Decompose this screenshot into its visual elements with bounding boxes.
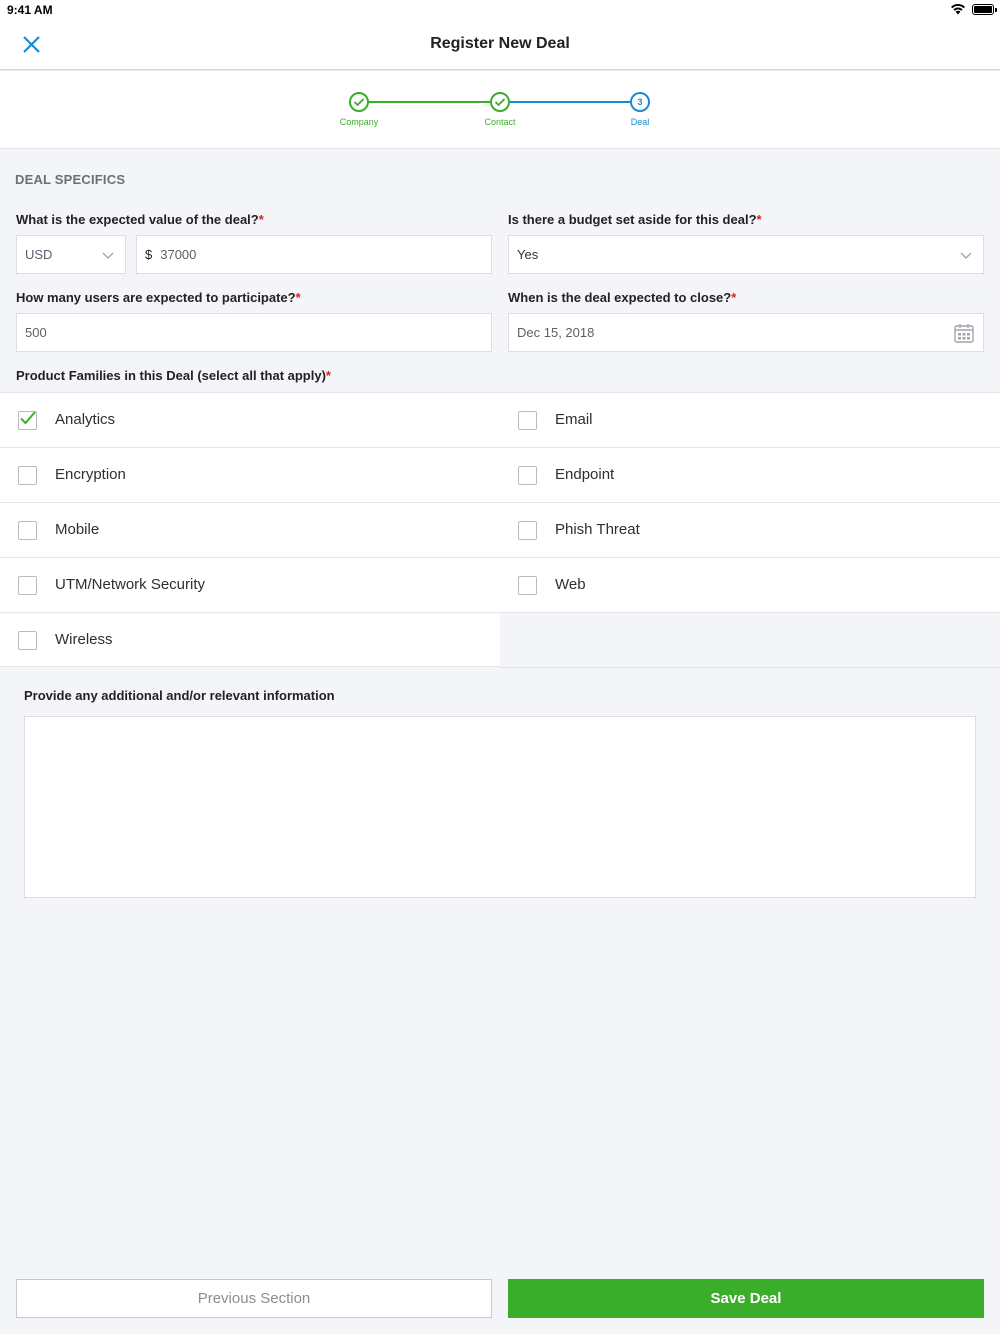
additional-info-textarea[interactable]	[24, 716, 976, 898]
calendar-icon[interactable]	[953, 322, 975, 344]
step-label: Contact	[484, 117, 516, 127]
checkbox-label: Mobile	[55, 521, 100, 538]
deal-amount-value: 37000	[160, 247, 197, 262]
previous-section-button[interactable]: Previous Section	[16, 1279, 492, 1318]
currency-symbol: $	[145, 247, 153, 262]
step-company[interactable]	[299, 92, 419, 127]
product-families-label: Product Families in this Deal (select all that apply)*	[16, 368, 331, 383]
checkbox-label: Encryption	[55, 466, 126, 483]
checkbox-label: Web	[555, 576, 586, 593]
checkbox-unchecked[interactable]	[518, 521, 537, 540]
currency-select[interactable]	[16, 235, 126, 274]
budget-label: Is there a budget set aside for this deal?*	[508, 212, 762, 227]
battery-icon	[972, 4, 994, 15]
checkbox-unchecked[interactable]	[518, 466, 537, 485]
checkbox-email[interactable]	[500, 392, 1000, 447]
checkbox-utm-network-security[interactable]	[0, 557, 500, 612]
close-date-label: When is the deal expected to close?*	[508, 290, 737, 305]
budget-select[interactable]	[508, 235, 984, 274]
checkbox-analytics[interactable]	[0, 392, 500, 447]
status-bar	[0, 0, 1000, 20]
checkbox-unchecked[interactable]	[518, 411, 537, 430]
save-deal-button[interactable]: Save Deal	[508, 1279, 984, 1318]
checkbox-label: Phish Threat	[555, 521, 640, 538]
deal-amount-input[interactable]	[136, 235, 492, 274]
close-date-input[interactable]	[508, 313, 984, 352]
users-input[interactable]	[16, 313, 492, 352]
grid-empty-cell	[500, 612, 1000, 668]
chevron-down-icon	[101, 248, 115, 262]
chevron-down-icon	[959, 248, 973, 262]
additional-info-label: Provide any additional and/or relevant information	[24, 688, 335, 703]
checkmark-icon	[490, 92, 510, 112]
currency-value: USD	[25, 247, 53, 262]
checkbox-checked[interactable]	[18, 411, 37, 430]
step-label: Company	[339, 117, 379, 127]
checkbox-unchecked[interactable]	[18, 576, 37, 595]
checkbox-unchecked[interactable]	[18, 521, 37, 540]
nav-bar	[0, 20, 1000, 70]
checkbox-endpoint[interactable]	[500, 447, 1000, 502]
checkbox-label: UTM/Network Security	[55, 576, 206, 593]
step-label: Deal	[630, 117, 650, 127]
checkmark-icon	[18, 409, 37, 428]
budget-value: Yes	[517, 247, 539, 262]
checkbox-encryption[interactable]	[0, 447, 500, 502]
checkbox-label: Wireless	[55, 631, 113, 648]
checkbox-label: Email	[555, 411, 593, 428]
checkmark-icon	[349, 92, 369, 112]
progress-stepper	[0, 71, 1000, 149]
users-label: How many users are expected to participate?*	[16, 290, 301, 305]
required-marker: *	[325, 368, 331, 383]
checkbox-unchecked[interactable]	[18, 631, 37, 650]
section-heading: DEAL SPECIFICS	[15, 172, 126, 187]
checkbox-mobile[interactable]	[0, 502, 500, 557]
deal-value-label: What is the expected value of the deal?*	[16, 212, 264, 227]
required-marker: *	[258, 212, 264, 227]
close-date-value: Dec 15, 2018	[517, 325, 595, 340]
checkbox-phish-threat[interactable]	[500, 502, 1000, 557]
checkbox-label: Endpoint	[555, 466, 615, 483]
required-marker: *	[295, 290, 301, 305]
step-contact[interactable]	[440, 92, 560, 127]
checkbox-wireless[interactable]	[0, 612, 500, 667]
checkbox-unchecked[interactable]	[518, 576, 537, 595]
step-deal[interactable]	[580, 92, 700, 127]
status-time: 9:41 AM	[7, 3, 53, 17]
page-title: Register New Deal	[430, 35, 570, 52]
checkbox-unchecked[interactable]	[18, 466, 37, 485]
wifi-icon	[950, 3, 966, 15]
checkbox-label: Analytics	[55, 411, 116, 428]
checkbox-web[interactable]	[500, 557, 1000, 612]
step-number: 3	[630, 92, 650, 112]
required-marker: *	[756, 212, 762, 227]
required-marker: *	[731, 290, 737, 305]
users-value: 500	[25, 325, 47, 340]
status-icons	[950, 3, 994, 15]
